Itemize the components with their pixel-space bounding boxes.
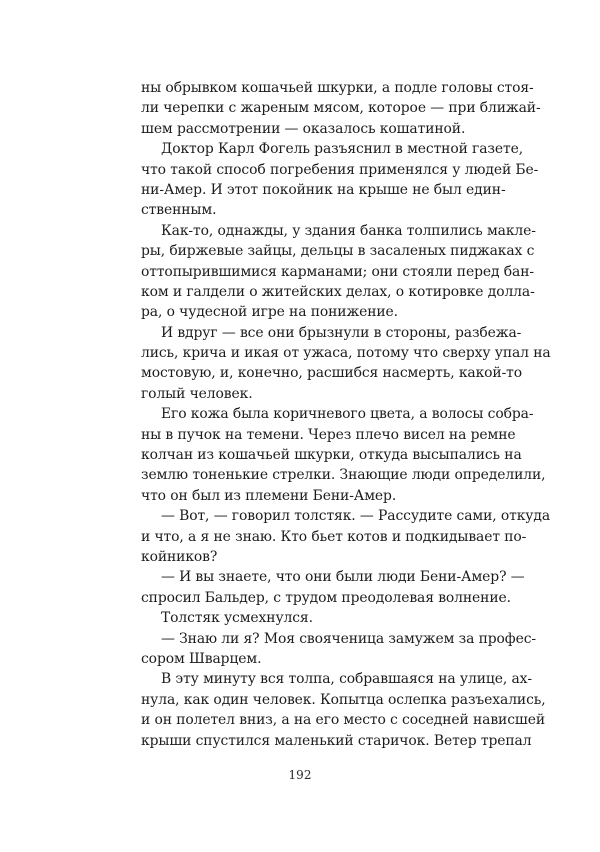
text-line: крыши спустился маленький старичок. Ветер трепал [141, 732, 532, 749]
text-line: Доктор Карл Фогель разъяснил в местной газете, [161, 141, 524, 158]
text-line: ственным. [141, 202, 217, 219]
text-line: ры, биржевые зайцы, дельцы в засаленых пиджаках с [141, 243, 535, 260]
text-line: ни-Амер. И этот покойник на крыше не был един- [141, 181, 506, 198]
text-line: ны обрывком кошачьей шкурки, а подле головы стоя- [141, 80, 534, 96]
text-line: Как-то, однажды, у здания банка толпились макле- [161, 222, 536, 239]
text-line: и что, а я не знаю. Кто бьет котов и подкидывает по- [141, 528, 527, 545]
text-line: оттопырившимися карманами; они стояли перед бан- [141, 263, 534, 280]
text-line: и он полетел вниз, а на его место с соседней нависшей [141, 712, 545, 729]
text-line: нула, как один человек. Копытца ослепка разъехались, [141, 691, 546, 708]
text-line: — И вы знаете, что они были люди Бени-Амер? — [161, 569, 525, 586]
text-line: — Знаю ли я? Моя свояченица замужем за профес- [161, 630, 536, 647]
text-line: ком и галдели о житейских делах, о котировке долла- [141, 283, 535, 300]
text-line: сором Шварцем. [141, 650, 262, 667]
text-line: мостовую, и, конечно, расшибся насмерть, какой-то [141, 365, 523, 382]
text-line: колчан из кошачьей шкурки, откуда высыпались на [141, 447, 522, 464]
page-number: 192 [288, 768, 312, 782]
text-line: ли черепки с жареным мясом, которое — при ближай- [141, 100, 541, 117]
text-line: что он был из племени Бени-Амер. [141, 487, 397, 504]
text-line: ны в пучок на темени. Через плечо висел на ремне [141, 426, 516, 443]
text-line: ра, о чудесной игре на понижение. [141, 304, 398, 321]
text-line: что такой способ погребения применялся у людей Бе- [141, 161, 539, 178]
text-line: Толстяк усмехнулся. [161, 610, 313, 627]
text-line: Его кожа была коричневого цвета, а волосы собра- [161, 406, 534, 423]
text-line: спросил Бальдер, с трудом преодолевая волнение. [141, 589, 511, 606]
text-line: И вдруг — все они брызнули в стороны, разбежа- [161, 324, 522, 341]
text-line: лись, крича и икая от ужаса, потому что сверху упал на [141, 345, 551, 362]
text-line: В эту минуту вся толпа, собравшаяся на улице, ах- [161, 671, 532, 688]
text-line: — Вот, — говорил толстяк. — Рассудите сами, откуда [161, 508, 551, 525]
text-line: землю тоненькие стрелки. Знающие люди определили, [141, 467, 546, 484]
text-line: шем рассмотрении — оказалось кошатиной. [141, 120, 466, 137]
text-line: голый человек. [141, 385, 253, 402]
page-text [141, 78, 551, 751]
text-line: койников? [141, 548, 218, 565]
